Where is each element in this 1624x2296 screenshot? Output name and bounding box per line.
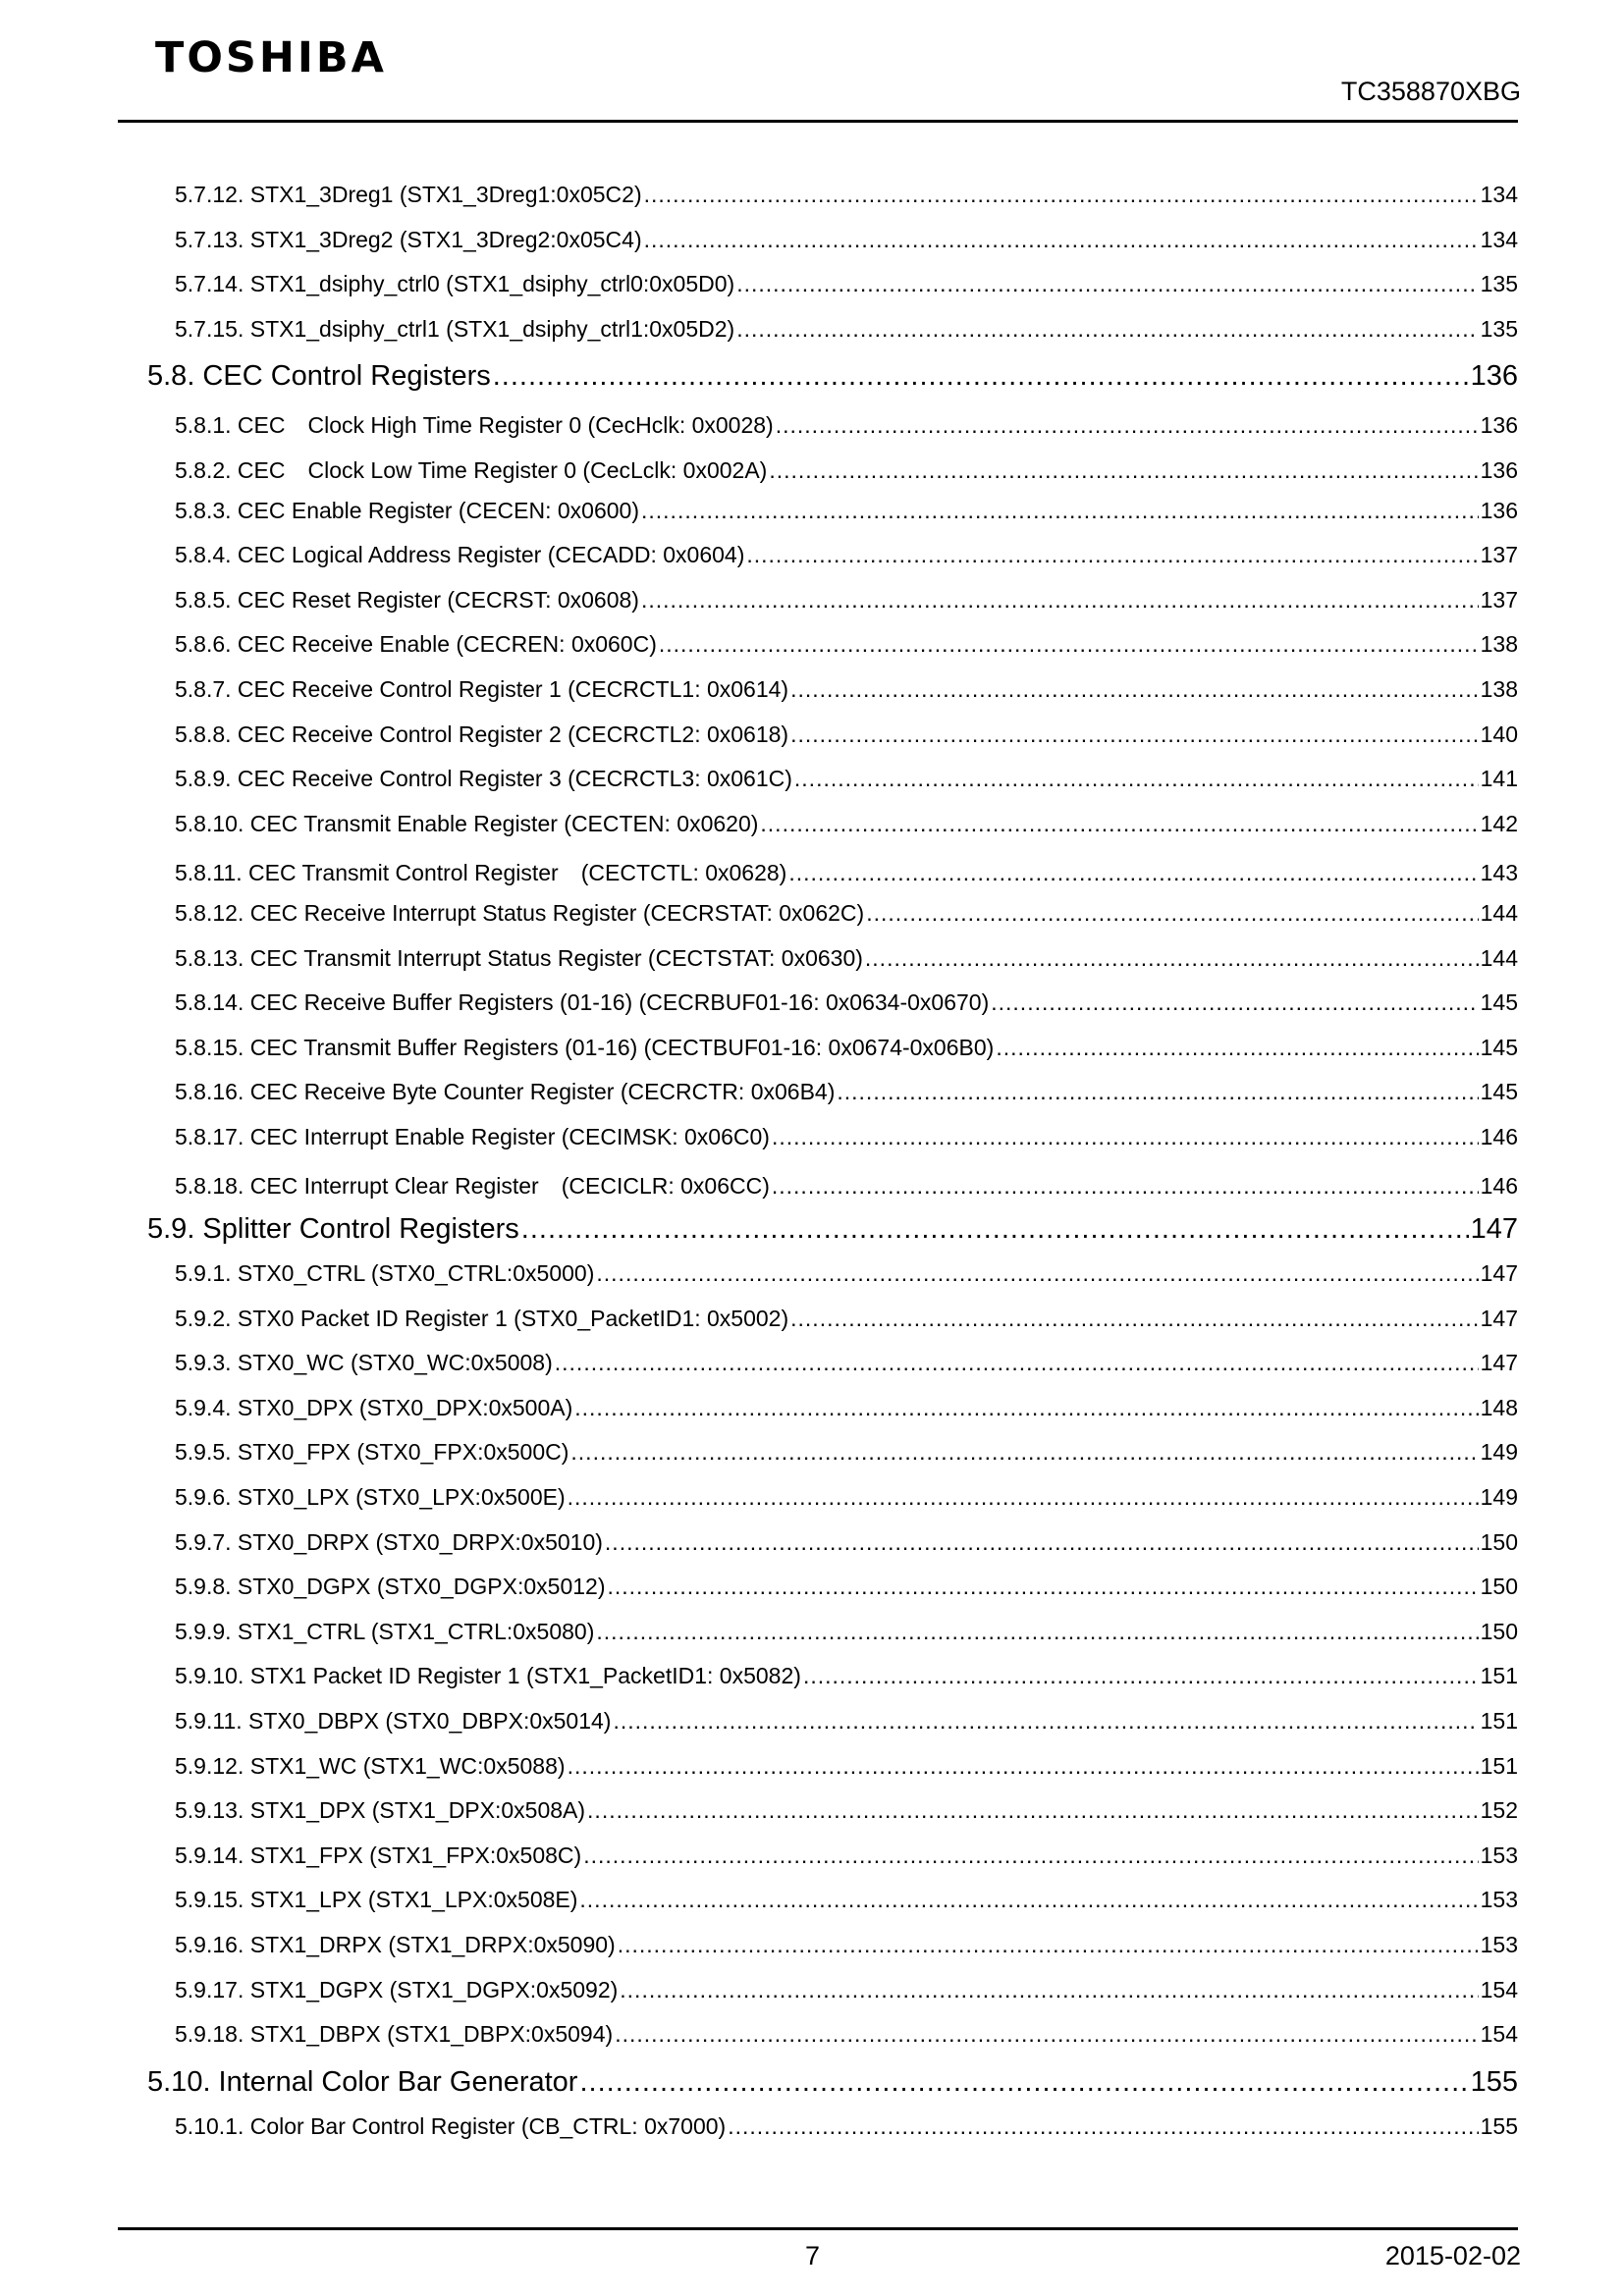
toc-entry-title: 5.8.11. CEC Transmit Control Register (CECTCTL: 0x0628) [175,860,787,886]
toc-entry-page: 134 [1480,182,1518,207]
toc-entry-page: 153 [1480,1887,1518,1913]
toc-dot-leader [790,721,1479,748]
toc-entry-title: 5.8.2. CEC Clock Low Time Register 0 (CecLclk: 0x002A) [175,456,768,483]
toc-entry-page: 145 [1480,989,1518,1016]
toc-subsection-entry[interactable] [147,2113,1518,2159]
toc-subsection-entry[interactable] [147,2021,1518,2066]
toc-dot-leader [772,1173,1479,1200]
toc-subsection-entry[interactable] [147,1619,1518,1664]
toc-entry-title: 5.8.16. CEC Receive Byte Counter Register (CECRCTR: 0x06B4) [175,1079,836,1105]
toc-subsection-entry[interactable] [147,1932,1518,1977]
toc-subsection-entry[interactable] [147,945,1518,990]
toc-entry-page: 152 [1480,1797,1518,1824]
toc-entry-page: 155 [1480,2112,1518,2139]
toc-entry-page: 154 [1480,1976,1518,2002]
toc-subsection-entry[interactable] [147,1708,1518,1753]
toc-entry-page: 135 [1480,315,1518,342]
toc-dot-leader [583,1842,1478,1869]
header-divider [118,120,1518,123]
toc-entry-title: 5.8.5. CEC Reset Register (CECRST: 0x0608) [175,586,639,613]
toc-subsection-entry[interactable] [147,542,1518,587]
toc-entry-page: 141 [1480,766,1518,792]
toc-dot-leader [641,498,1479,524]
toc-dot-leader [587,1797,1479,1824]
toc-subsection-entry[interactable] [147,1439,1518,1484]
toc-entry-page: 137 [1480,586,1518,613]
toc-dot-leader [866,900,1478,927]
toc-subsection-entry[interactable] [147,587,1518,632]
toc-entry-title: 5.9.3. STX0_WC (STX0_WC:0x5008) [175,1350,553,1376]
toc-entry-page: 146 [1480,1173,1518,1200]
toc-subsection-entry[interactable] [147,989,1518,1035]
toc-entry-title: 5.8.13. CEC Transmit Interrupt Status Register (CECTSTAT: 0x0630) [175,944,863,971]
toc-entry-page: 145 [1480,1034,1518,1060]
toc-dot-leader [579,2066,1468,2099]
toc-entry-title: 5.8.18. CEC Interrupt Clear Register (CECICLR: 0x06CC) [175,1173,770,1200]
toc-dot-leader [607,1574,1478,1600]
toc-section-entry[interactable] [147,360,1518,407]
toc-subsection-entry[interactable] [147,1753,1518,1798]
toc-section-entry[interactable] [147,2066,1518,2113]
toc-dot-leader [794,766,1479,792]
toc-entry-page: 145 [1480,1079,1518,1105]
toc-subsection-entry[interactable] [147,855,1518,900]
toc-entry-page: 153 [1480,1931,1518,1957]
toc-entry-page: 147 [1470,1213,1518,1246]
toc-entry-page: 138 [1480,675,1518,702]
toc-dot-leader [644,227,1479,253]
toc-dot-leader [996,1035,1478,1061]
toc-dot-leader [746,542,1478,568]
toc-entry-title: 5.10.1. Color Bar Control Register (CB_CTRL: 0x7000) [175,2112,727,2139]
toc-dot-leader [568,1484,1479,1511]
toc-entry-title: 5.8.3. CEC Enable Register (CECEN: 0x0600) [175,497,639,523]
toc-entry-title: 5.9.16. STX1_DRPX (STX1_DRPX:0x5090) [175,1931,616,1957]
toc-subsection-entry[interactable] [147,1306,1518,1351]
toc-entry-page: 150 [1480,1574,1518,1600]
toc-subsection-entry[interactable] [147,811,1518,856]
toc-subsection-entry[interactable] [147,900,1518,945]
toc-entry-page: 150 [1480,1618,1518,1644]
toc-entry-page: 151 [1480,1663,1518,1689]
toc-entry-title: 5.8.17. CEC Interrupt Enable Register (CECIMSK: 0x06C0) [175,1123,770,1149]
toc-entry-page: 140 [1480,721,1518,747]
toc-dot-leader [555,1350,1479,1376]
document-number: TC358870XBG [1340,77,1521,106]
toc-dot-leader [760,811,1478,837]
toc-entry-page: 144 [1480,944,1518,971]
footer-divider [118,2227,1518,2230]
toc-subsection-entry[interactable] [147,1663,1518,1708]
toc-entry-title: 5.9.2. STX0 Packet ID Register 1 (STX0_PacketID1: 0x5002) [175,1305,789,1331]
toc-dot-leader [991,989,1478,1016]
toc-dot-leader [790,676,1479,703]
toc-dot-leader [865,945,1479,972]
toc-entry-title: 5.8. CEC Control Registers [147,360,491,393]
toc-entry-title: 5.9.9. STX1_CTRL (STX1_CTRL:0x5080) [175,1618,595,1644]
toc-entry-title: 5.9.10. STX1 Packet ID Register 1 (STX1_PacketID1: 0x5082) [175,1663,801,1689]
toc-entry-page: 136 [1480,497,1518,523]
page-number: 7 [805,2241,821,2270]
toc-subsection-entry[interactable] [147,1484,1518,1529]
toc-entry-page: 149 [1480,1484,1518,1511]
toc-subsection-entry[interactable] [147,1079,1518,1124]
toc-dot-leader [641,587,1479,614]
toc-entry-page: 136 [1480,412,1518,439]
toc-entry-page: 146 [1480,1123,1518,1149]
toc-dot-leader [618,1932,1479,1958]
toc-entry-title: 5.9.6. STX0_LPX (STX0_LPX:0x500E) [175,1484,566,1511]
brand-logo: TOSHIBA [155,33,387,82]
toc-dot-leader [772,1124,1479,1150]
toc-entry-title: 5.8.1. CEC Clock High Time Register 0 (CecHclk: 0x0028) [175,412,774,439]
toc-subsection-entry[interactable] [147,1529,1518,1575]
toc-entry-page: 154 [1480,2021,1518,2048]
toc-subsection-entry[interactable] [147,1260,1518,1306]
toc-entry-page: 142 [1480,810,1518,836]
toc-entry-title: 5.9.13. STX1_DPX (STX1_DPX:0x508A) [175,1797,586,1824]
toc-entry-page: 135 [1480,271,1518,297]
toc-subsection-entry[interactable] [147,271,1518,316]
toc-entry-page: 138 [1480,631,1518,658]
toc-dot-leader [568,1753,1479,1780]
toc-subsection-entry[interactable] [147,453,1518,498]
table-of-contents [147,182,1518,2158]
toc-entry-page: 136 [1480,456,1518,483]
toc-dot-leader [736,271,1478,297]
toc-dot-leader [574,1395,1478,1421]
toc-entry-page: 147 [1480,1350,1518,1376]
toc-entry-title: 5.8.9. CEC Receive Control Register 3 (CECRCTL3: 0x061C) [175,766,792,792]
toc-dot-leader [736,316,1478,343]
toc-dot-leader [521,1213,1469,1246]
toc-entry-title: 5.9.7. STX0_DRPX (STX0_DRPX:0x5010) [175,1528,603,1555]
toc-subsection-entry[interactable] [147,1977,1518,2022]
toc-entry-title: 5.7.15. STX1_dsiphy_ctrl1 (STX1_dsiphy_ctrl1:0x05D2) [175,315,735,342]
toc-entry-title: 5.9.15. STX1_LPX (STX1_LPX:0x508E) [175,1887,578,1913]
toc-subsection-entry[interactable] [147,631,1518,676]
toc-subsection-entry[interactable] [147,1574,1518,1619]
toc-subsection-entry[interactable] [147,1395,1518,1440]
toc-entry-title: 5.8.14. CEC Receive Buffer Registers (01-16) (CECRBUF01-16: 0x0634-0x0670) [175,989,990,1016]
toc-dot-leader [803,1663,1479,1689]
toc-entry-title: 5.7.12. STX1_3Dreg1 (STX1_3Dreg1:0x05C2) [175,182,642,207]
toc-entry-page: 155 [1470,2065,1518,2098]
toc-dot-leader [769,457,1478,484]
toc-entry-title: 5.9.12. STX1_WC (STX1_WC:0x5088) [175,1752,566,1779]
toc-subsection-entry[interactable] [147,1035,1518,1080]
toc-dot-leader [659,631,1479,658]
toc-entry-page: 148 [1480,1394,1518,1420]
toc-entry-title: 5.9.14. STX1_FPX (STX1_FPX:0x508C) [175,1842,582,1868]
toc-subsection-entry[interactable] [147,721,1518,767]
toc-subsection-entry[interactable] [147,407,1518,453]
toc-entry-title: 5.10. Internal Color Bar Generator [147,2065,578,2098]
toc-subsection-entry[interactable] [147,1797,1518,1842]
toc-entry-page: 143 [1480,860,1518,886]
toc-entry-title: 5.9.17. STX1_DGPX (STX1_DGPX:0x5092) [175,1976,619,2002]
document-date: 2015-02-02 [1384,2241,1521,2270]
toc-entry-title: 5.7.13. STX1_3Dreg2 (STX1_3Dreg2:0x05C4) [175,226,642,252]
toc-entry-title: 5.9.8. STX0_DGPX (STX0_DGPX:0x5012) [175,1574,606,1600]
toc-entry-title: 5.8.12. CEC Receive Interrupt Status Register (CECRSTAT: 0x062C) [175,899,865,926]
toc-entry-title: 5.9.11. STX0_DBPX (STX0_DBPX:0x5014) [175,1708,612,1734]
toc-entry-title: 5.8.7. CEC Receive Control Register 1 (CECRCTL1: 0x0614) [175,675,789,702]
toc-entry-page: 150 [1480,1528,1518,1555]
toc-dot-leader [644,182,1479,208]
toc-dot-leader [596,1260,1478,1287]
toc-subsection-entry[interactable] [147,182,1518,227]
toc-entry-page: 149 [1480,1439,1518,1466]
toc-entry-title: 5.9. Splitter Control Registers [147,1213,519,1246]
toc-entry-title: 5.9.1. STX0_CTRL (STX0_CTRL:0x5000) [175,1260,595,1287]
toc-entry-title: 5.8.6. CEC Receive Enable (CECREN: 0x060C) [175,631,657,658]
toc-subsection-entry[interactable] [147,316,1518,361]
toc-dot-leader [790,1306,1478,1332]
toc-subsection-entry[interactable] [147,1350,1518,1395]
toc-entry-title: 5.8.4. CEC Logical Address Register (CECADD: 0x0604) [175,542,745,568]
toc-dot-leader [596,1619,1478,1645]
toc-subsection-entry[interactable] [147,766,1518,811]
toc-entry-page: 137 [1480,542,1518,568]
toc-dot-leader [776,412,1479,439]
toc-dot-leader [605,1529,1479,1556]
toc-dot-leader [579,1887,1478,1913]
toc-entry-page: 151 [1480,1708,1518,1734]
toc-entry-page: 136 [1470,360,1518,393]
toc-subsection-entry[interactable] [147,1124,1518,1169]
toc-entry-title: 5.9.18. STX1_DBPX (STX1_DBPX:0x5094) [175,2021,614,2048]
toc-entry-title: 5.8.15. CEC Transmit Buffer Registers (01-16) (CECTBUF01-16: 0x0674-0x06B0) [175,1034,995,1060]
toc-subsection-entry[interactable] [147,227,1518,272]
toc-dot-leader [728,2113,1478,2140]
toc-dot-leader [570,1439,1478,1466]
toc-entry-page: 151 [1480,1752,1518,1779]
toc-subsection-entry[interactable] [147,1887,1518,1932]
toc-dot-leader [615,2021,1478,2048]
toc-section-entry[interactable] [147,1213,1518,1260]
toc-subsection-entry[interactable] [147,1168,1518,1213]
toc-dot-leader [788,860,1478,886]
toc-entry-page: 147 [1480,1305,1518,1331]
toc-entry-title: 5.7.14. STX1_dsiphy_ctrl0 (STX1_dsiphy_ctrl0:0x05D0) [175,271,735,297]
toc-entry-title: 5.8.10. CEC Transmit Enable Register (CECTEN: 0x0620) [175,810,759,836]
toc-entry-page: 144 [1480,899,1518,926]
toc-dot-leader [837,1079,1478,1105]
toc-dot-leader [620,1977,1478,2003]
toc-entry-title: 5.9.4. STX0_DPX (STX0_DPX:0x500A) [175,1394,573,1420]
toc-entry-page: 134 [1480,226,1518,252]
toc-subsection-entry[interactable] [147,498,1518,543]
toc-dot-leader [613,1708,1478,1735]
toc-entry-title: 5.8.8. CEC Receive Control Register 2 (CECRCTL2: 0x0618) [175,721,789,747]
toc-entry-page: 153 [1480,1842,1518,1868]
toc-dot-leader [493,360,1469,393]
toc-subsection-entry[interactable] [147,676,1518,721]
toc-subsection-entry[interactable] [147,1842,1518,1888]
toc-entry-title: 5.9.5. STX0_FPX (STX0_FPX:0x500C) [175,1439,569,1466]
toc-entry-page: 147 [1480,1260,1518,1287]
